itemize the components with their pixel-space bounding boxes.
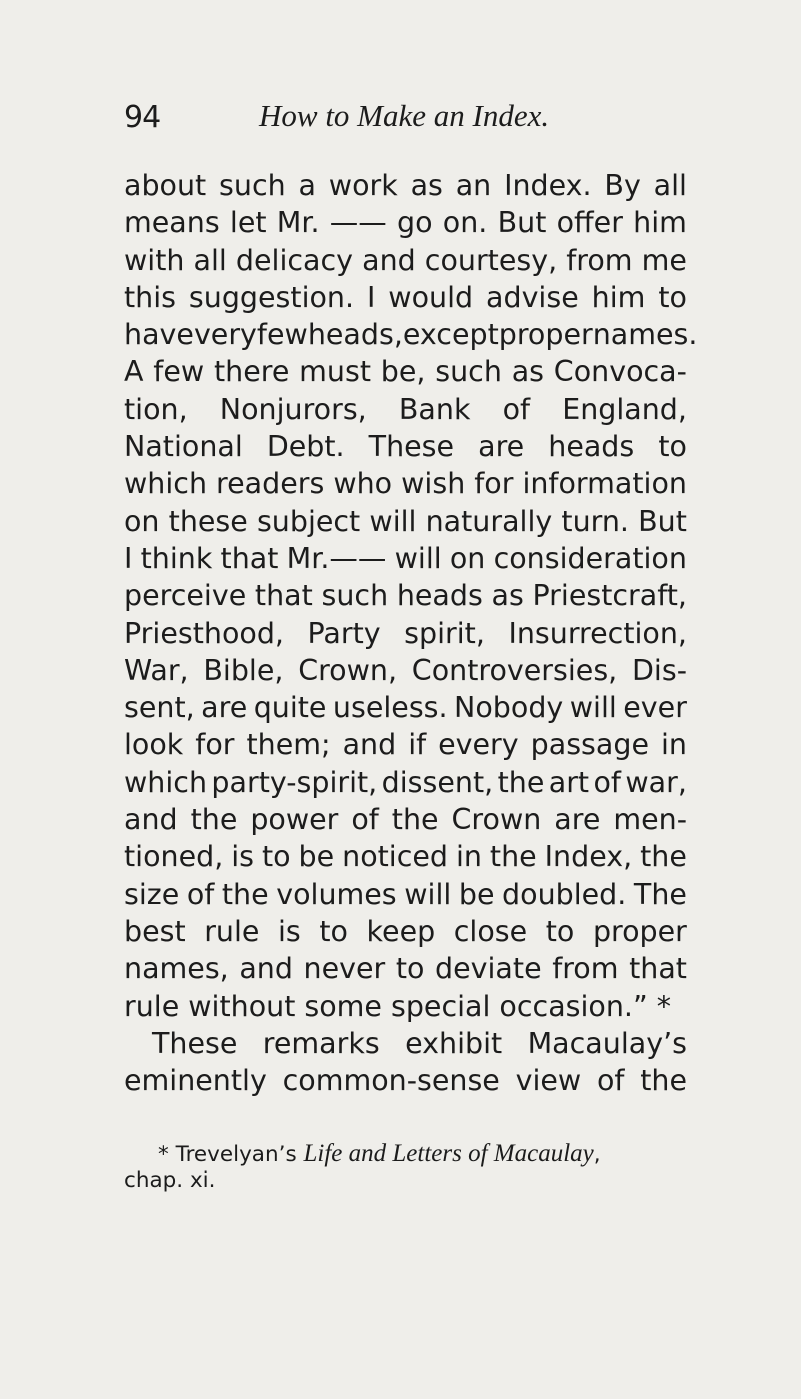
word: every: [438, 728, 519, 762]
word: means: [124, 206, 220, 240]
word: think: [140, 541, 213, 575]
word: from: [552, 952, 619, 986]
word: Party: [307, 616, 381, 650]
word: to: [319, 914, 348, 948]
word: be: [458, 877, 495, 911]
word: Insurrection,: [508, 616, 687, 650]
word: Nonjurors,: [219, 392, 367, 426]
word: me: [641, 243, 687, 277]
text-line: [124, 652, 687, 689]
word: as: [410, 169, 443, 202]
word: close: [453, 914, 528, 948]
word: is: [231, 840, 255, 874]
word: Priesthood,: [124, 616, 284, 650]
word: very: [193, 318, 257, 352]
word: turn.: [561, 504, 629, 538]
word: which: [124, 467, 208, 501]
word: to: [545, 914, 575, 948]
word: on.: [442, 206, 488, 240]
word: are: [201, 691, 248, 725]
word: spirit,: [404, 616, 485, 650]
word: of: [351, 803, 379, 837]
word: eminently: [124, 1064, 267, 1098]
word: let: [229, 206, 267, 240]
word: But: [638, 504, 687, 538]
word: special: [390, 989, 491, 1023]
word: power: [250, 803, 339, 837]
word: Bible,: [203, 653, 284, 687]
word: suggestion.: [188, 280, 355, 314]
word: the: [221, 877, 269, 911]
word: the: [489, 840, 537, 874]
word: with: [124, 243, 185, 277]
word: which: [124, 765, 208, 799]
word: all: [193, 243, 227, 277]
word: passage: [530, 728, 649, 762]
text-line: [124, 540, 687, 577]
word: subject: [256, 504, 361, 538]
word: doubled.: [502, 877, 627, 911]
word: advise: [486, 280, 579, 314]
word: never: [303, 952, 386, 986]
word: naturally: [425, 504, 553, 538]
text-line: [124, 726, 687, 763]
word: these: [168, 504, 248, 538]
text-line: [124, 689, 687, 726]
word: keep: [366, 914, 436, 948]
word: courtesy,: [424, 243, 558, 277]
word: delicacy: [235, 243, 354, 277]
word: and: [124, 803, 178, 837]
word: that: [629, 952, 687, 986]
word: if: [408, 728, 427, 762]
word: offer: [556, 206, 623, 240]
text-line: [124, 876, 687, 913]
word: the: [640, 1064, 687, 1098]
word: Priestcraft,: [532, 579, 687, 613]
word: Mr.: [276, 206, 320, 240]
word: of: [593, 765, 621, 799]
word: the: [640, 840, 687, 874]
word: to: [261, 840, 291, 874]
word: this: [124, 280, 177, 314]
word: except: [402, 318, 499, 352]
word: The: [633, 877, 687, 911]
word: and: [342, 728, 397, 762]
text-line: [124, 465, 687, 502]
footnote-author: Trevelyan’s: [175, 1142, 297, 1167]
word: on: [124, 504, 160, 538]
word: readers: [216, 467, 325, 501]
text-line: [124, 167, 687, 204]
word: few: [153, 355, 205, 389]
word: are: [554, 803, 601, 837]
word: war,: [625, 765, 687, 799]
word: the: [190, 803, 238, 837]
word: Macaulay’s: [527, 1026, 687, 1060]
word: quite: [253, 691, 327, 725]
word: Convoca-: [553, 355, 687, 389]
word: Crown: [451, 803, 542, 837]
text-line: [124, 353, 687, 390]
word: These: [368, 430, 455, 464]
word: go: [397, 206, 433, 240]
word: proper: [498, 318, 593, 352]
word: A: [124, 355, 144, 389]
word: view: [515, 1064, 582, 1098]
word: who: [333, 467, 393, 501]
text-line: [124, 764, 687, 801]
text-line: [124, 279, 687, 316]
word: These: [152, 1026, 238, 1060]
word: to: [658, 430, 687, 464]
word: By: [604, 169, 641, 202]
word: will: [394, 541, 442, 575]
text-line: [124, 950, 687, 987]
word: him: [591, 280, 646, 314]
word: about: [124, 169, 207, 202]
word: common-sense: [282, 1064, 500, 1098]
word: Nobody: [454, 691, 564, 725]
word: that: [254, 579, 313, 613]
word: useless.: [332, 691, 448, 725]
word: have: [124, 318, 194, 352]
footnote-line: chap. xi.: [124, 1168, 216, 1193]
word: such: [219, 169, 286, 202]
word: National: [124, 430, 243, 464]
text-line: [124, 242, 687, 279]
word: such: [321, 579, 389, 613]
word: as: [511, 355, 545, 389]
word: to: [658, 280, 687, 314]
word: I: [124, 541, 133, 575]
footnote-work-title: Life and Letters of Macaulay: [303, 1140, 594, 1167]
word: and: [239, 952, 293, 986]
word: of: [502, 392, 531, 426]
word: *: [656, 989, 672, 1023]
text-line: [124, 1062, 687, 1099]
word: of: [186, 877, 215, 911]
word: size: [124, 877, 180, 911]
word: information: [522, 467, 687, 501]
word: dissent,: [381, 765, 494, 799]
word: look: [124, 728, 184, 762]
word: would: [388, 280, 474, 314]
word: on: [449, 541, 486, 575]
word: best: [124, 914, 186, 948]
word: noticed: [342, 840, 449, 874]
word: is: [278, 914, 301, 948]
word: rule: [124, 989, 180, 1023]
word: a: [298, 169, 316, 202]
word: for: [195, 728, 235, 762]
word: him: [633, 206, 687, 240]
text-line: [124, 988, 687, 1025]
word: sent,: [124, 691, 195, 725]
text-line: [124, 801, 687, 838]
word: heads,: [307, 318, 403, 352]
word: consideration: [493, 541, 687, 575]
word: in: [455, 840, 482, 874]
word: them;: [246, 728, 331, 762]
word: are: [478, 430, 525, 464]
text-line: [124, 577, 687, 614]
word: remarks: [262, 1026, 380, 1060]
word: tion,: [124, 392, 188, 426]
body-text: [124, 167, 698, 1099]
word: and: [362, 243, 416, 277]
word: names,: [124, 952, 229, 986]
word: work: [328, 169, 398, 202]
word: Crown,: [298, 653, 398, 687]
running-head: [124, 100, 684, 140]
word: Controversies,: [411, 653, 618, 687]
word: But: [497, 206, 547, 240]
text-line: [124, 204, 687, 241]
text-line: [124, 615, 687, 652]
word: perceive: [124, 579, 247, 613]
word: some: [304, 989, 382, 1023]
footnote-line: [124, 1140, 687, 1167]
word: will: [404, 877, 452, 911]
word: names.: [592, 318, 698, 352]
word: there: [213, 355, 290, 389]
word: Bank: [398, 392, 471, 426]
word: men-: [613, 803, 687, 837]
word: all: [653, 169, 687, 202]
word: heads: [548, 430, 635, 464]
word: tioned,: [124, 840, 224, 874]
word: the: [497, 765, 545, 799]
word: be,: [380, 355, 426, 389]
word: England,: [562, 392, 687, 426]
word: be: [298, 840, 335, 874]
word: of: [596, 1064, 625, 1098]
word: few: [256, 318, 308, 352]
word: rule: [204, 914, 260, 948]
word: to: [395, 952, 425, 986]
word: in: [660, 728, 687, 762]
word: proper: [592, 914, 687, 948]
running-title: How to Make an Index.: [259, 98, 550, 133]
word: art: [548, 765, 590, 799]
word: Mr.——: [286, 541, 387, 575]
text-line: [124, 428, 687, 465]
word: occasion.”: [499, 989, 648, 1023]
word: Index,: [544, 840, 633, 874]
text-line: [124, 838, 687, 875]
word: Dis-: [631, 653, 687, 687]
word: such: [435, 355, 502, 389]
word: from: [566, 243, 633, 277]
word: Debt.: [266, 430, 345, 464]
word: the: [391, 803, 439, 837]
word: without: [188, 989, 296, 1023]
word: ever: [623, 691, 687, 725]
word: volumes: [276, 877, 397, 911]
word: an: [455, 169, 492, 202]
word: wish: [401, 467, 466, 501]
word: deviate: [435, 952, 542, 986]
word: exhibit: [405, 1026, 503, 1060]
footnote-marker: *: [158, 1142, 169, 1167]
word: for: [474, 467, 514, 501]
footnote-punct: ,: [593, 1142, 601, 1167]
word: War,: [124, 653, 189, 687]
page-number: 94: [124, 100, 161, 135]
word: as: [491, 579, 524, 613]
word: must: [299, 355, 371, 389]
text-line: [124, 913, 687, 950]
word: ——: [329, 206, 387, 240]
footnote: [124, 1140, 687, 1194]
word: I: [366, 280, 376, 314]
text-line: [124, 503, 687, 540]
text-line: [124, 391, 687, 428]
word: heads: [396, 579, 483, 613]
text-line: [124, 316, 698, 353]
word: will: [369, 504, 417, 538]
word: party-spirit,: [211, 765, 378, 799]
word: Index.: [504, 169, 592, 202]
word: that: [220, 541, 279, 575]
word: will: [569, 691, 617, 725]
text-line: [124, 1025, 687, 1062]
